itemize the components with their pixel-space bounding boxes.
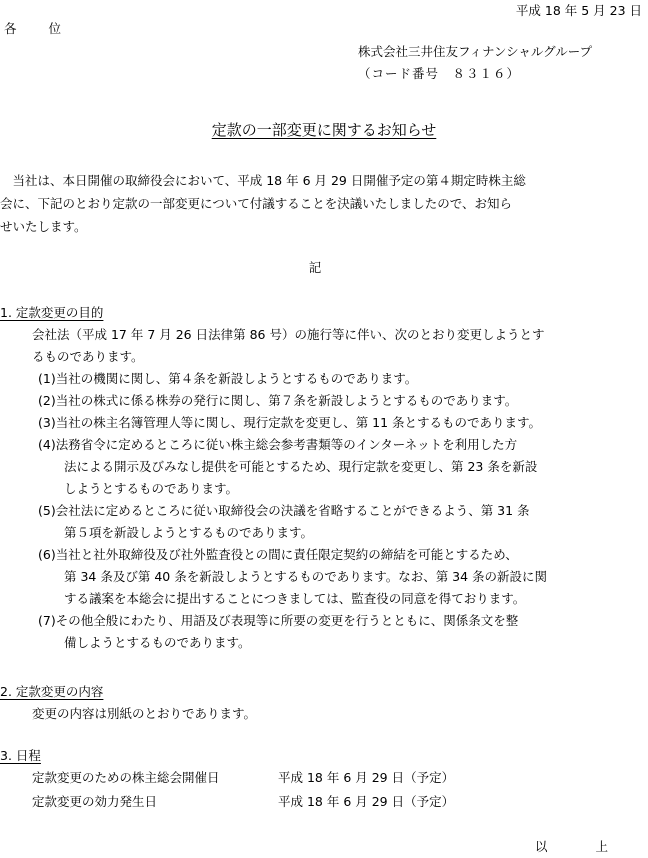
schedule-value: 平成 18 年 6 月 29 日（予定） — [278, 770, 455, 785]
section-body: 変更の内容は別紙のとおりであります。 — [32, 706, 257, 721]
section-purpose — [0, 302, 547, 654]
purpose-item: (1)当社の機関に関し、第４条を新設しようとするものであります。 — [38, 371, 418, 386]
security-code: （コード番号 ８３１６） — [358, 66, 521, 81]
purpose-item: (6)当社と社外取締役及び社外監査役との間に責任限定契約の締結を可能とするため、 — [38, 547, 518, 562]
schedule-row — [0, 767, 454, 791]
ki-marker: 記 — [308, 260, 322, 275]
intro-line: 会に、下記のとおり定款の一部変更について付議することを決議いたしましたので、お知ら — [0, 196, 513, 211]
schedule-label: 定款変更の効力発生日 — [32, 794, 158, 809]
intro-line: 当社は、本日開催の取締役会において、平成 18 年 6 月 29 日開催予定の第４期定時株主総 — [0, 173, 526, 188]
purpose-item-continuation: 法による開示及びみなし提供を可能とするため、現行定款を変更し、第 23 条を新設 — [64, 459, 538, 474]
section-schedule — [0, 745, 454, 815]
purpose-item: (4)法務省令に定めるところに従い株主総会参考書類等のインターネットを利用した方 — [38, 437, 518, 452]
purpose-item-continuation: 備しようとするものであります。 — [64, 635, 251, 650]
schedule-row — [0, 791, 454, 815]
document-date: 平成 18 年 5 月 23 日 — [515, 3, 642, 18]
purpose-item: (5)会社法に定めるところに従い取締役会の決議を省略することができるよう、第 31 条 — [38, 503, 530, 518]
section-heading — [0, 302, 547, 324]
section-lead-line: るものであります。 — [32, 349, 144, 364]
schedule-label: 定款変更のための株主総会開催日 — [32, 770, 220, 785]
document-title — [0, 119, 648, 141]
purpose-item-continuation: しようとするものであります。 — [64, 481, 239, 496]
section-heading-text: 2. 定款変更の内容 — [0, 684, 104, 699]
section-content — [0, 681, 256, 725]
company-name: 株式会社三井住友フィナンシャルグループ — [358, 44, 593, 59]
purpose-item-continuation: 第５項を新設しようとするものであります。 — [64, 525, 314, 540]
section-heading-text: 3. 日程 — [0, 748, 41, 763]
purpose-item: (7)その他全般にわたり、用語及び表現等に所要の変更を行うとともに、関係条文を整 — [38, 613, 519, 628]
purpose-item: (3)当社の株主名簿管理人等に関し、現行定款を変更し、第 11 条とするものであります。 — [38, 415, 542, 430]
purpose-item-continuation: する議案を本総会に提出することにつきましては、監査役の同意を得ております。 — [64, 591, 526, 606]
document-title-text: 定款の一部変更に関するお知らせ — [211, 121, 437, 139]
section-heading — [0, 681, 256, 703]
intro-line: せいたします。 — [0, 219, 87, 234]
intro-paragraph — [0, 170, 640, 239]
section-lead-line: 会社法（平成 17 年 7 月 26 日法律第 86 号）の施行等に伴い、次のとおり変更しようとす — [32, 327, 545, 342]
purpose-item: (2)当社の株式に係る株券の発行に関し、第７条を新設しようとするものであります。 — [38, 393, 518, 408]
schedule-value: 平成 18 年 6 月 29 日（予定） — [278, 794, 455, 809]
addressee: 各 位 — [4, 21, 75, 36]
purpose-item-continuation: 第 34 条及び第 40 条を新設しようとするものであります。なお、第 34 条の新設に関 — [64, 569, 548, 584]
closing-mark: 以 上 — [535, 839, 630, 854]
section-heading — [0, 745, 454, 767]
section-heading-text: 1. 定款変更の目的 — [0, 305, 104, 320]
